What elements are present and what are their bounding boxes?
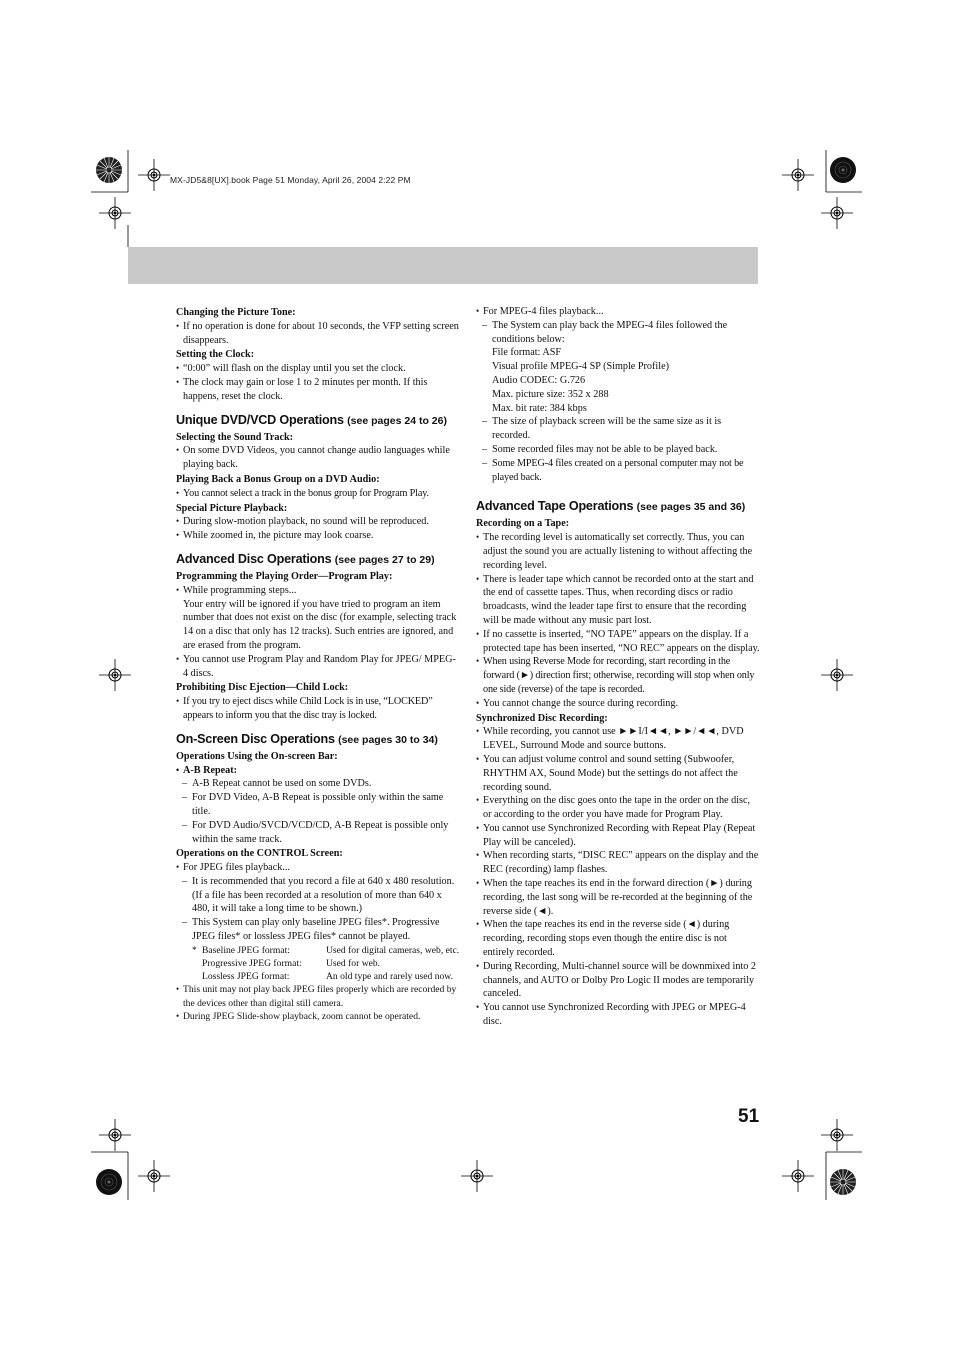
condition-line: Audio CODEC: G.726 — [492, 374, 586, 386]
bullet-item: • While recording, you cannot use ►►I/I◄◄, ►►/◄◄, DVD LEVEL, Surround Mode and source buttons. — [476, 725, 760, 753]
bullet-item: • This unit may not play back JPEG files properly which are recorded by the devices other than digital still camera. — [176, 983, 460, 1011]
registration-cross — [461, 1160, 493, 1192]
dash-item: – It is recommended that you record a file at 640 x 480 resolution. (If a file has been recorded at a resolution of more than 640 x 480, it will take a long time to be shown.) — [176, 875, 460, 916]
bullet-item: • For MPEG-4 files playback... — [476, 305, 760, 319]
bullet-item: • Everything on the disc goes onto the tape in the order on the disc, or according to the order you have made for Program Play. — [476, 794, 760, 822]
bullet-item: • When the tape reaches its end in the forward direction (►) during recording, the last song will be re-recorded at the beginning of the reverse side (◄). — [476, 877, 760, 918]
bullet-item: • For JPEG files playback... — [176, 861, 460, 875]
bullet-item: • The clock may gain or lose 1 to 2 minutes per month. If this happens, reset the clock. — [176, 376, 460, 404]
condition-line: File format: ASF — [492, 347, 562, 359]
dash-item: – For DVD Video, A-B Repeat is possible only within the same title. — [176, 791, 460, 819]
subheading: Prohibiting Disc Ejection—Child Lock: — [176, 682, 349, 694]
bullet-item: • While zoomed in, the picture may look coarse. — [176, 529, 460, 543]
bullet-item: • When using Reverse Mode for recording, start recording in the forward (►) direction first; otherwise, recording will stop when only one side (reverse) of the tape is recorded. — [476, 655, 760, 696]
bullet-item: • When recording starts, “DISC REC” appears on the display and the REC (recording) lamp flashes. — [476, 849, 760, 877]
condition-line: Visual profile MPEG-4 SP (Simple Profile) — [492, 361, 669, 373]
format-row — [176, 970, 460, 983]
bullet-item: • During slow-motion playback, no sound will be reproduced. — [176, 515, 460, 529]
section-title: Advanced Disc Operations — [176, 551, 332, 566]
dash-item: – The System can play back the MPEG-4 files followed the conditions below: — [476, 319, 760, 347]
format-description: Used for digital cameras, web, etc. — [326, 944, 460, 956]
dash-item: – A-B Repeat cannot be used on some DVDs. — [176, 777, 460, 791]
bullet-item: • “0:00” will flash on the display until you set the clock. — [176, 362, 460, 376]
header-band — [128, 247, 758, 284]
condition-line: Max. picture size: 352 x 288 — [492, 388, 609, 400]
format-description: Used for web. — [326, 957, 381, 969]
section-heading — [176, 412, 460, 429]
subheading: Special Picture Playback: — [176, 502, 288, 514]
section-heading — [176, 551, 460, 568]
section-title: Advanced Tape Operations — [476, 499, 634, 514]
format-description: An old type and rarely used now. — [326, 970, 453, 982]
format-name: Lossless JPEG format: — [202, 970, 290, 982]
footnote-star: * — [192, 944, 197, 956]
format-row — [176, 957, 460, 970]
registration-cross — [821, 197, 853, 229]
registration-cross — [821, 659, 853, 691]
page-number: 51 — [738, 1106, 760, 1127]
bullet-item: • During JPEG Slide-show playback, zoom cannot be operated. — [176, 1010, 460, 1024]
paragraph: Your entry will be ignored if you have tried to program an item number that does not exist on the disc (for example, selecting track 14 on a disc that only has 12 tracks). Such entries are ignored, and are erased from the program. — [183, 598, 457, 651]
bullet-item: • On some DVD Videos, you cannot change audio languages while playing back. — [176, 444, 460, 472]
subheading: Operations on the CONTROL Screen: — [176, 848, 343, 860]
bullet-item: • You cannot select a track in the bonus group for Program Play. — [176, 487, 460, 501]
page-reference: (see pages 35 and 36) — [636, 501, 746, 514]
subheading: Setting the Clock: — [176, 349, 255, 361]
bullet-item: • You can adjust volume control and sound setting (Subwoofer, RHYTHM AX, Sound Mode) but the settings do not affect the recording sound. — [476, 753, 760, 794]
registration-cross — [99, 659, 131, 691]
section-heading — [176, 731, 460, 748]
registration-cross — [138, 1160, 170, 1192]
bullet-item: • You cannot change the source during recording. — [476, 697, 760, 711]
bullet-item: • You cannot use Synchronized Recording with JPEG or MPEG-4 disc. — [476, 1001, 760, 1029]
dash-item: – The size of playback screen will be the same size as it is recorded. — [476, 415, 760, 443]
dash-item: – Some recorded files may not be able to be played back. — [476, 443, 760, 457]
dash-item: – For DVD Audio/SVCD/VCD/CD, A-B Repeat is possible only within the same track. — [176, 819, 460, 847]
page-reference: (see pages 24 to 26) — [347, 414, 447, 427]
jpeg-format-table — [176, 944, 460, 983]
subheading: Operations Using the On-screen Bar: — [176, 750, 338, 762]
section-title: Unique DVD/VCD Operations — [176, 412, 344, 427]
subheading: Programming the Playing Order—Program Play: — [176, 570, 393, 582]
format-name: Baseline JPEG format: — [202, 944, 290, 956]
left-column — [176, 305, 460, 1024]
right-column — [476, 305, 760, 1029]
subheading: Playing Back a Bonus Group on a DVD Audio: — [176, 473, 380, 485]
bullet-item: • When the tape reaches its end in the reverse side (◄) during recording, recording stops even though the entire disc is not entirely recorded. — [476, 918, 760, 959]
bullet-item: • You cannot use Synchronized Recording with Repeat Play (Repeat Play will be canceled). — [476, 822, 760, 850]
bullet-item: • The recording level is automatically set correctly. Thus, you can adjust the sound you are actually listening to without affecting the recording level. — [476, 531, 760, 572]
bullet-item: • A-B Repeat: — [176, 764, 460, 778]
registration-mark — [830, 1169, 856, 1195]
registration-cross — [99, 1119, 131, 1151]
bullet-item: • While programming steps... — [176, 584, 460, 598]
subheading: Changing the Picture Tone: — [176, 307, 296, 318]
dash-item: – Some MPEG-4 files created on a personal computer may not be played back. — [476, 457, 760, 485]
registration-cross — [99, 197, 131, 229]
bullet-item: • During Recording, Multi-channel source will be downmixed into 2 channels, and AUTO or Dolby Pro Logic II modes are temporarily canceled. — [476, 960, 760, 1001]
print-header-note: MX-JD5&8[UX].book Page 51 Monday, April 26, 2004 2:22 PM — [170, 175, 411, 185]
registration-mark — [96, 157, 122, 183]
format-row — [176, 944, 460, 957]
bullet-item: • You cannot use Program Play and Random Play for JPEG/ MPEG-4 discs. — [176, 653, 460, 681]
bullet-item: • If you try to eject discs while Child Lock is in use, “LOCKED” appears to inform you that the disc tray is locked. — [176, 695, 460, 723]
section-heading — [476, 498, 760, 515]
registration-cross — [138, 159, 170, 191]
registration-cross — [782, 159, 814, 191]
registration-cross — [782, 1160, 814, 1192]
bullet-item: • There is leader tape which cannot be recorded onto at the start and the end of cassette tapes. Thus, when recording discs or radio broadcasts, wind the leader tape first to ensure that the recording will be made without any music part lost. — [476, 573, 760, 628]
bullet-item: • If no cassette is inserted, “NO TAPE” appears on the display. If a protected tape has been inserted, “NO REC” appears on the display. — [476, 628, 760, 656]
page-reference: (see pages 27 to 29) — [334, 553, 435, 566]
bullet-item: • If no operation is done for about 10 seconds, the VFP setting screen disappears. — [176, 320, 460, 348]
condition-line: Max. bit rate: 384 kbps — [492, 402, 587, 414]
subheading: Selecting the Sound Track: — [176, 431, 294, 443]
registration-mark — [96, 1169, 122, 1195]
section-title: On-Screen Disc Operations — [176, 731, 335, 746]
page-reference: (see pages 30 to 34) — [338, 733, 438, 746]
subheading: Synchronized Disc Recording: — [476, 712, 608, 724]
registration-mark — [830, 157, 856, 183]
dash-item: – This System can play only baseline JPEG files*. Progressive JPEG files* or lossless JPEG files* cannot be played. — [176, 916, 460, 944]
subheading: Recording on a Tape: — [476, 518, 570, 530]
format-name: Progressive JPEG format: — [202, 957, 302, 969]
registration-cross — [821, 1119, 853, 1151]
